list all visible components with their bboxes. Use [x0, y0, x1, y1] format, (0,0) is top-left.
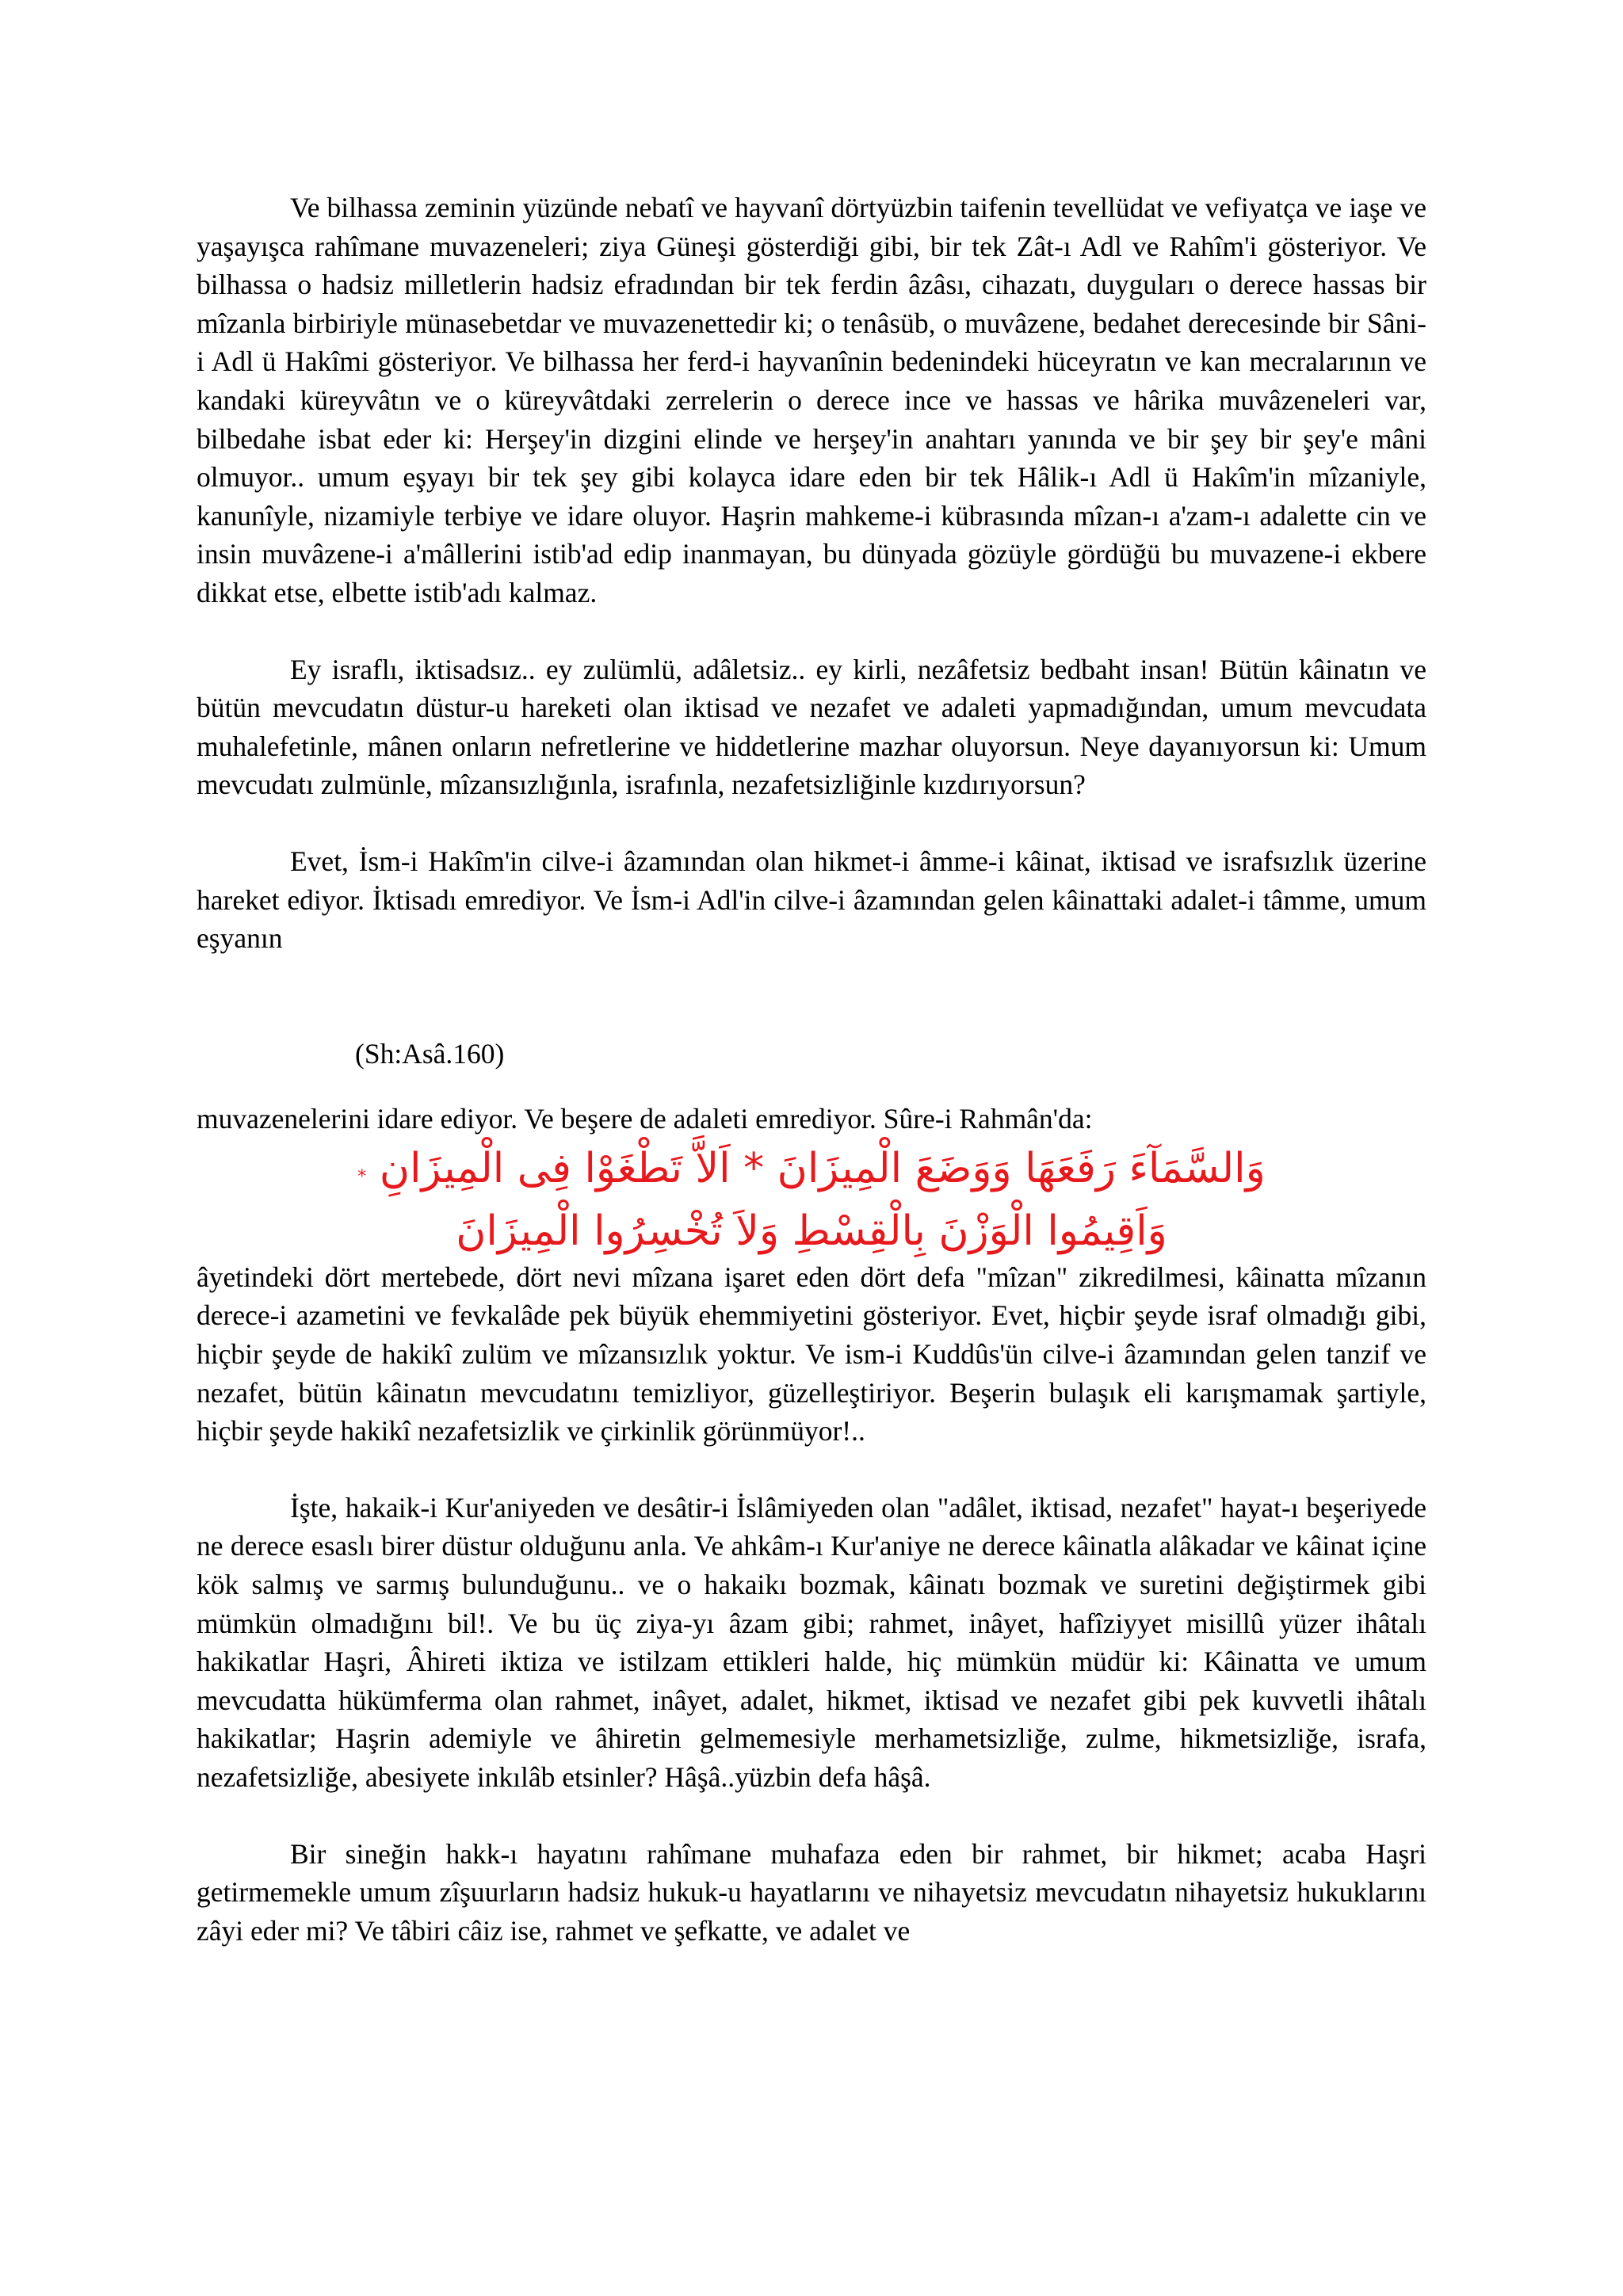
verse-line-1	[197, 1142, 1426, 1204]
paragraph-7: Bir sineğin hakk-ı hayatını rahîmane muhafaza eden bir rahmet, bir hikmet; acaba Haşri getirmemekle umum zîşuurların hadsiz hukuk-u hayatlarını ve nihayetsiz mevcudatın nihayetsiz hukuklarını zâyi eder mi? Ve tâbiri câiz ise, rahmet ve şefkatte, ve adalet ve	[197, 1837, 1426, 1947]
paragraph-6: İşte, hakaik-i Kur'aniyeden ve desâtir-i İslâmiyeden olan "adâlet, iktisad, nezafet" hayat-ı beşeriyede ne derece esaslı birer düstur olduğunu anla. Ve ahkâm-ı Kur'aniye ne derece kâinatla alâkadar ve kâinat içine kök salmış ve sarmış bulunduğunu.. ve o hakaikı bozmak, kâinatı bozmak ve suretini değiştirmek gibi mümkün olmadığını bil!. Ve bu üç ziya-yı âzam gibi; rahmet, inâyet, hafîziyyet misillû yüzer ihâtalı hakikatlar Haşri, Âhireti iktiza ve istilzam ettikleri halde, hiç mümkün müdür ki: Kâinatta ve umum mevcudatta hükümferma olan rahmet, inâyet, adalet, hikmet, iktisad ve nezafet gibi pek kuvvetli ihâtalı hakikatlar; Haşrin ademiyle ve âhiretin gelmemesiyle merhametsizliğe, zulme, hikmetsizliğe, israfa, nezafetsizliğe, abesiyete inkılâb etsinler? Hâşâ..yüzbin defa hâşâ.	[197, 1491, 1426, 1793]
verse-star: *	[357, 1166, 367, 1187]
paragraph-3: Evet, İsm-i Hakîm'in cilve-i âzamından olan hikmet-i âmme-i kâinat, iktisad ve israfsızlık üzerine hareket ediyor. İktisadı emrediyor. Ve İsm-i Adl'in cilve-i âzamından gelen kâinattaki adalet-i tâmme, umum eşyanın	[197, 845, 1426, 955]
paragraph-2: Ey israflı, iktisadsız.. ey zulümlü, adâletsiz.. ey kirli, nezâfetsiz bedbaht insan! Bütün kâinatın ve bütün mevcudatın düstur-u hareketi olan iktisad ve nezafet ve adaleti yapmadığından, umum mevcudata muhalefetinle, mânen onların nefretlerine ve hiddetlerine mazhar oluyorsun. Neye dayanıyorsun ki: Umum mevcudatı zulmünle, mîzansızlığınla, israfınla, nezafetsizliğinle kızdırıyorsun?	[197, 653, 1426, 801]
quran-verse	[197, 1142, 1426, 1258]
paragraph-1: Ve bilhassa zeminin yüzünde nebatî ve hayvanî dörtyüzbin taifenin tevellüdat ve vefiyatça ve iaşe ve yaşayışca rahîmane muvazeneleri; ziya Güneşi gösterdiği gibi, bir tek Zât-ı Adl ve Rahîm'i gösteriyor. Ve bilhassa o hadsiz milletlerin hadsiz efradından bir tek ferdin âzâsı, cihazatı, duyguları o derece hassas bir mîzanla birbiriyle münasebetdar ve muvazenettedir ki; o tenâsüb, o muvâzene, bedahet derecesinde bir Sâni-i Adl ü Hakîmi gösteriyor. Ve bilhassa her ferd-i hayvanînin bedenindeki hüceyratın ve kan mecralarının ve kandaki küreyvâtın ve o küreyvâtdaki zerrelerin o derece ince ve hassas ve hârika muvâzeneleri var, bilbedahe isbat eder ki: Herşey'in dizgini elinde ve herşey'in anahtarı yanında ve bir şey bir şey'e mâni olmuyor.. umum eşyayı bir tek şey gibi kolayca idare eden bir tek Hâlik-ı Adl ü Hakîm'in mîzaniyle, kanunîyle, nizamiyle terbiye ve idare oluyor. Haşrin mahkeme-i kübrasında mîzan-ı a'zam-ı adalette cin ve insin muvâzene-i a'mâllerini istib'ad edip inanmayan, bu dünyada gözüyle gördüğü bu muvazene-i ekbere dikkat etse, elbette istib'adı kalmaz.	[197, 192, 1426, 608]
verse-line-1-text: وَالسَّمَآءَ رَفَعَهَا وَوَضَعَ الْمِيزَانَ * اَلاَّ تَطْغَوْا فِى الْمِيزَانِ	[379, 1144, 1266, 1192]
paragraph-5: âyetindeki dört mertebede, dört nevi mîzana işaret eden dört defa "mîzan" zikredilmesi, kâinatta mîzanın derece-i azametini ve fevkalâde pek büyük ehemmiyetini gösteriyor. Evet, hiçbir şeyde israf olmadığı gibi, hiçbir şeyde de hakikî zulüm ve mîzansızlık yoktur. Ve ism-i Kuddûs'ün cilve-i âzamından gelen tanzif ve nezafet, bütün kâinatın mevcudatını temizliyor, güzelleştiriyor. Beşerin bulaşık eli karışmamak şartiyle, hiçbir şeyde hakikî nezafetsizlik ve çirkinlik görünmüyor!..	[197, 1261, 1426, 1447]
paragraph-4: muvazenelerini idare ediyor. Ve beşere de adaleti emrediyor. Sûre-i Rahmân'da:	[197, 1103, 1093, 1135]
verse-line-2: وَاَقِيمُوا الْوَزْنَ بِالْقِسْطِ وَلاَ تُخْسِرُوا الْمِيزَانَ	[456, 1207, 1167, 1255]
document-page	[197, 189, 1426, 1950]
page-reference: (Sh:Asâ.160)	[355, 1037, 505, 1070]
